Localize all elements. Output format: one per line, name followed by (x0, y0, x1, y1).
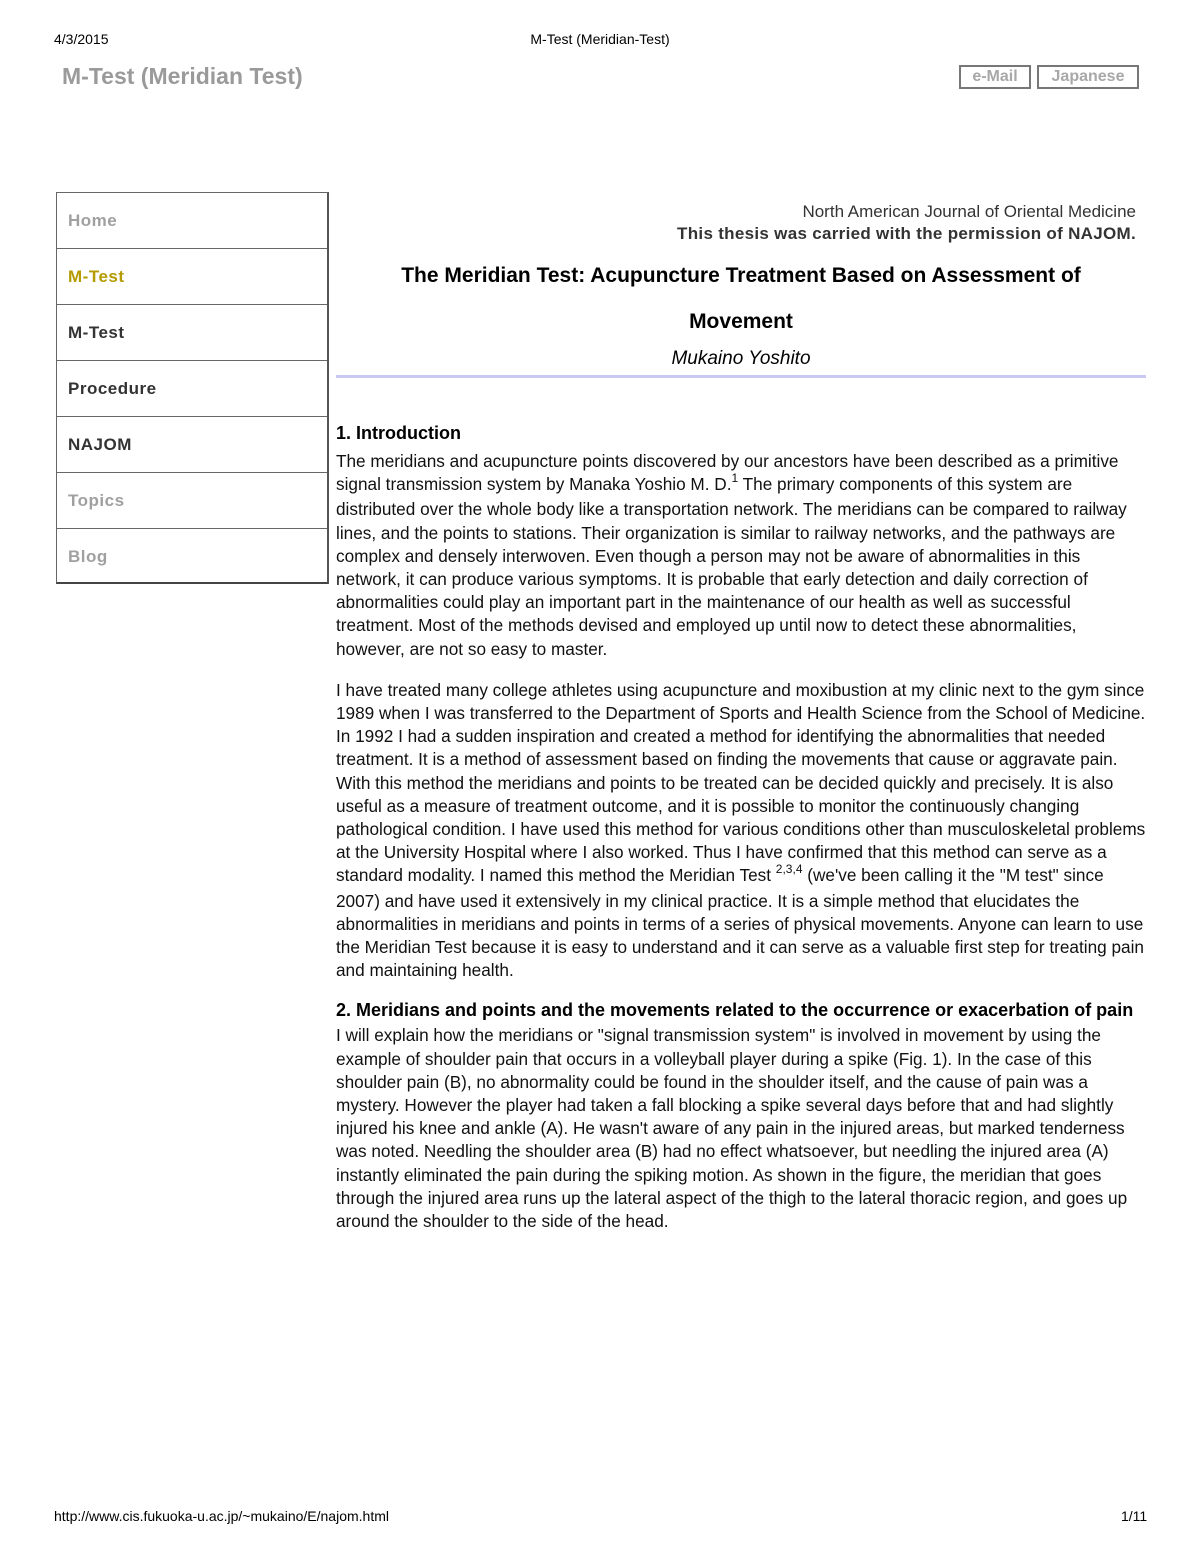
japanese-button[interactable]: Japanese (1037, 65, 1139, 89)
journal-name: North American Journal of Oriental Medicine (802, 202, 1136, 221)
footnote-ref-1[interactable]: 1 (731, 471, 739, 486)
intro-p1-text-b: The primary components of this system are distributed over the whole body like a transportation network. The meridians can be compared to railway lines, and the points to stations. Their organization is similar to railway networks, and the pathways are complex and densely interwoven. Even though a person may not be aware of abnormalities in this network, it can produce various symptoms. It is probable that early detection and daily correction of abnormalities could play an important part in the maintenance of our health as well as successful treatment. Most of the methods devised and employed up until now to detect these abnormalities, however, are not so easy to master. (336, 474, 1127, 659)
footer-page-number: 1/11 (1121, 1508, 1148, 1524)
site-title[interactable]: M-Test (Meridian Test) (62, 63, 303, 89)
intro-paragraph-2 (336, 679, 1146, 983)
intro-paragraph-1 (336, 450, 1146, 661)
sidebar-item-najom[interactable]: NAJOM (57, 417, 327, 473)
permission-note: This thesis was carried with the permission of NAJOM. (677, 224, 1136, 243)
article-title-line1: The Meridian Test: Acupuncture Treatment Based on Assessment of (401, 264, 1081, 287)
article-main (336, 200, 1146, 1233)
sidebar-item-home[interactable]: Home (57, 193, 327, 249)
intro-p2-text-a: I have treated many college athletes using acupuncture and moxibustion at my clinic next to the gym since 1989 when I was transferred to the Department of Sports and Health Science from the School of Medicine. In 1992 I had a sudden inspiration and created a method for identifying the abnormalities that needed treatment. It is a method of assessment based on finding the movements that cause or aggravate pain. With this method the meridians and points to be treated can be decided quickly and precisely. It is also useful as a measure of treatment outcome, and it is possible to monitor the continuously changing pathological condition. I have used this method for various conditions other than musculoskeletal problems at the University Hospital where I also worked. Thus I have confirmed that this method can serve as a standard modality. I named this method the Meridian Test (336, 679, 1146, 886)
print-page-title: M-Test (Meridian-Test) (530, 31, 670, 47)
sidebar-nav (56, 192, 329, 584)
footnote-ref-2-3-4[interactable]: 2,3,4 (775, 862, 803, 877)
email-button[interactable]: e-Mail (959, 65, 1031, 89)
sidebar-item-topics[interactable]: Topics (57, 473, 327, 529)
intro-p1-text-a: The meridians and acupuncture points discovered by our ancestors have been described as a primitive signal transmission system by Manaka Yoshio M. D. (336, 451, 1119, 495)
article-title (336, 253, 1146, 345)
footer-url: http://www.cis.fukuoka-u.ac.jp/~mukaino/E/najom.html (54, 1508, 389, 1524)
article-author: Mukaino Yoshito (671, 348, 811, 369)
sidebar-item-blog[interactable]: Blog (68, 547, 108, 566)
article-title-line2: Movement (689, 310, 793, 333)
print-date: 4/3/2015 (54, 31, 109, 47)
sidebar-item-procedure[interactable]: Procedure (57, 361, 327, 417)
title-divider (336, 375, 1146, 378)
section-heading-meridians: 2. Meridians and points and the movements related to the occurrence or exacerbation of pain (336, 1000, 1134, 1021)
print-header (0, 31, 1200, 49)
meridians-paragraph-1: I will explain how the meridians or "signal transmission system" is involved in movement by using the example of shoulder pain that occurs in a volleyball player during a spike (Fig. 1). In the case of this shoulder pain (B), no abnormality could be found in the shoulder itself, and the cause of pain was a mystery. However the player had taken a fall blocking a spike several days before that and had slightly injured his knee and ankle (A). He wasn't aware of any pain in the injured areas, but marked tenderness was noted. Needling the shoulder area (B) had no effect whatsoever, but needling the injured area (A) instantly eliminated the pain during the spiking motion. As shown in the figure, the meridian that goes through the injured area runs up the lateral aspect of the thigh to the lateral thoracic region, and goes up around the shoulder to the side of the head. (336, 1025, 1128, 1232)
sidebar-item-m-test[interactable]: M-Test (57, 305, 327, 361)
sidebar-item-m-test-active[interactable]: M-Test (57, 249, 327, 305)
intro-p2-text-b: (we've been calling it the "M test" since 2007) and have used it extensively in my clinical practice. It is a simple method that elucidates the abnormalities in meridians and points in terms of a series of physical movements. Anyone can learn to use the Meridian Test because it is easy to understand and it can serve as a valuable first step for treating pain and maintaining health. (336, 865, 1144, 981)
section-heading-introduction: 1. Introduction (336, 423, 461, 443)
